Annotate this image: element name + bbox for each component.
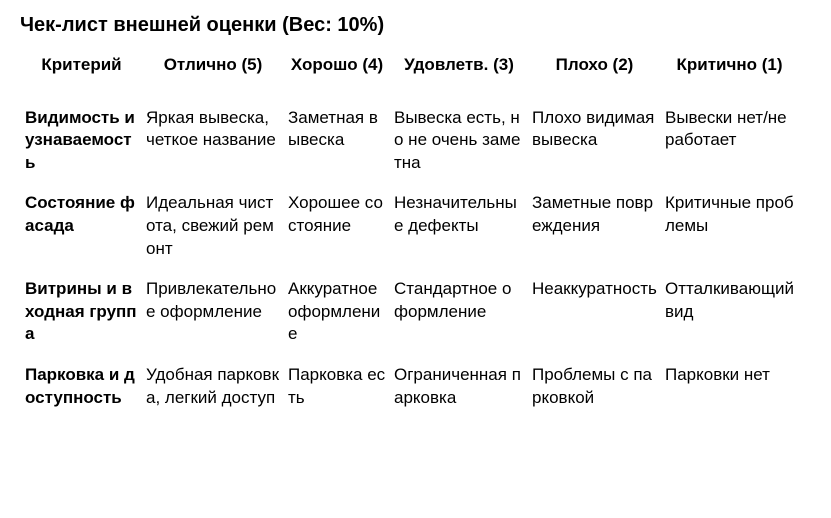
table-row [21,184,798,270]
table-row [21,87,798,185]
table-cell: Плохо видимая вывеска [532,107,655,150]
table-cell: Вывески нет/не работает [665,107,787,150]
table-cell: Ограниченная парковка [394,364,521,407]
table-cell: Яркая вывеска, четкое название [146,107,276,150]
header-poor: Плохо (2) [555,55,634,74]
header-critical: Критично (1) [676,55,783,74]
table-cell: Привлекательное оформление [146,279,277,321]
table-cell: Заметные повреждения [532,193,654,235]
criterion-cell: Видимость и узнаваемость [25,107,135,172]
table-cell: Стандартное оформление [394,279,512,321]
table-cell: Незначительные дефекты [394,193,517,235]
header-row [21,46,798,87]
table-cell: Парковки нет [665,364,770,384]
table-cell: Неаккуратность [532,279,657,299]
table-cell: Идеальная чистота, свежий ремонт [146,193,274,258]
table-cell: Проблемы с парковкой [532,364,652,407]
header-satisfactory: Удовлетв. (3) [404,55,514,74]
table-row [21,356,798,419]
table-cell: Отталкивающий вид [665,279,794,321]
table-cell: Аккуратное оформление [288,279,381,344]
page-title: Чек-лист внешней оценки (Вес: 10%) [20,14,385,36]
header-good: Хорошо (4) [290,55,384,74]
criterion-cell: Витрины и входная группа [25,279,137,344]
header-excellent: Отлично (5) [163,55,263,74]
table-cell: Удобная парковка, легкий доступ [146,364,280,407]
table-row [21,270,798,356]
header-criterion: Критерий [41,55,122,74]
table-cell: Хорошее состояние [288,193,383,235]
table-cell: Вывеска есть, но не очень заметна [394,107,521,172]
evaluation-table [21,46,798,419]
table-cell: Парковка есть [288,364,386,407]
table-cell: Заметная вывеска [288,107,378,150]
table-cell: Критичные проблемы [665,193,794,235]
criterion-cell: Парковка и доступность [25,364,135,407]
criterion-cell: Состояние фасада [25,193,135,235]
